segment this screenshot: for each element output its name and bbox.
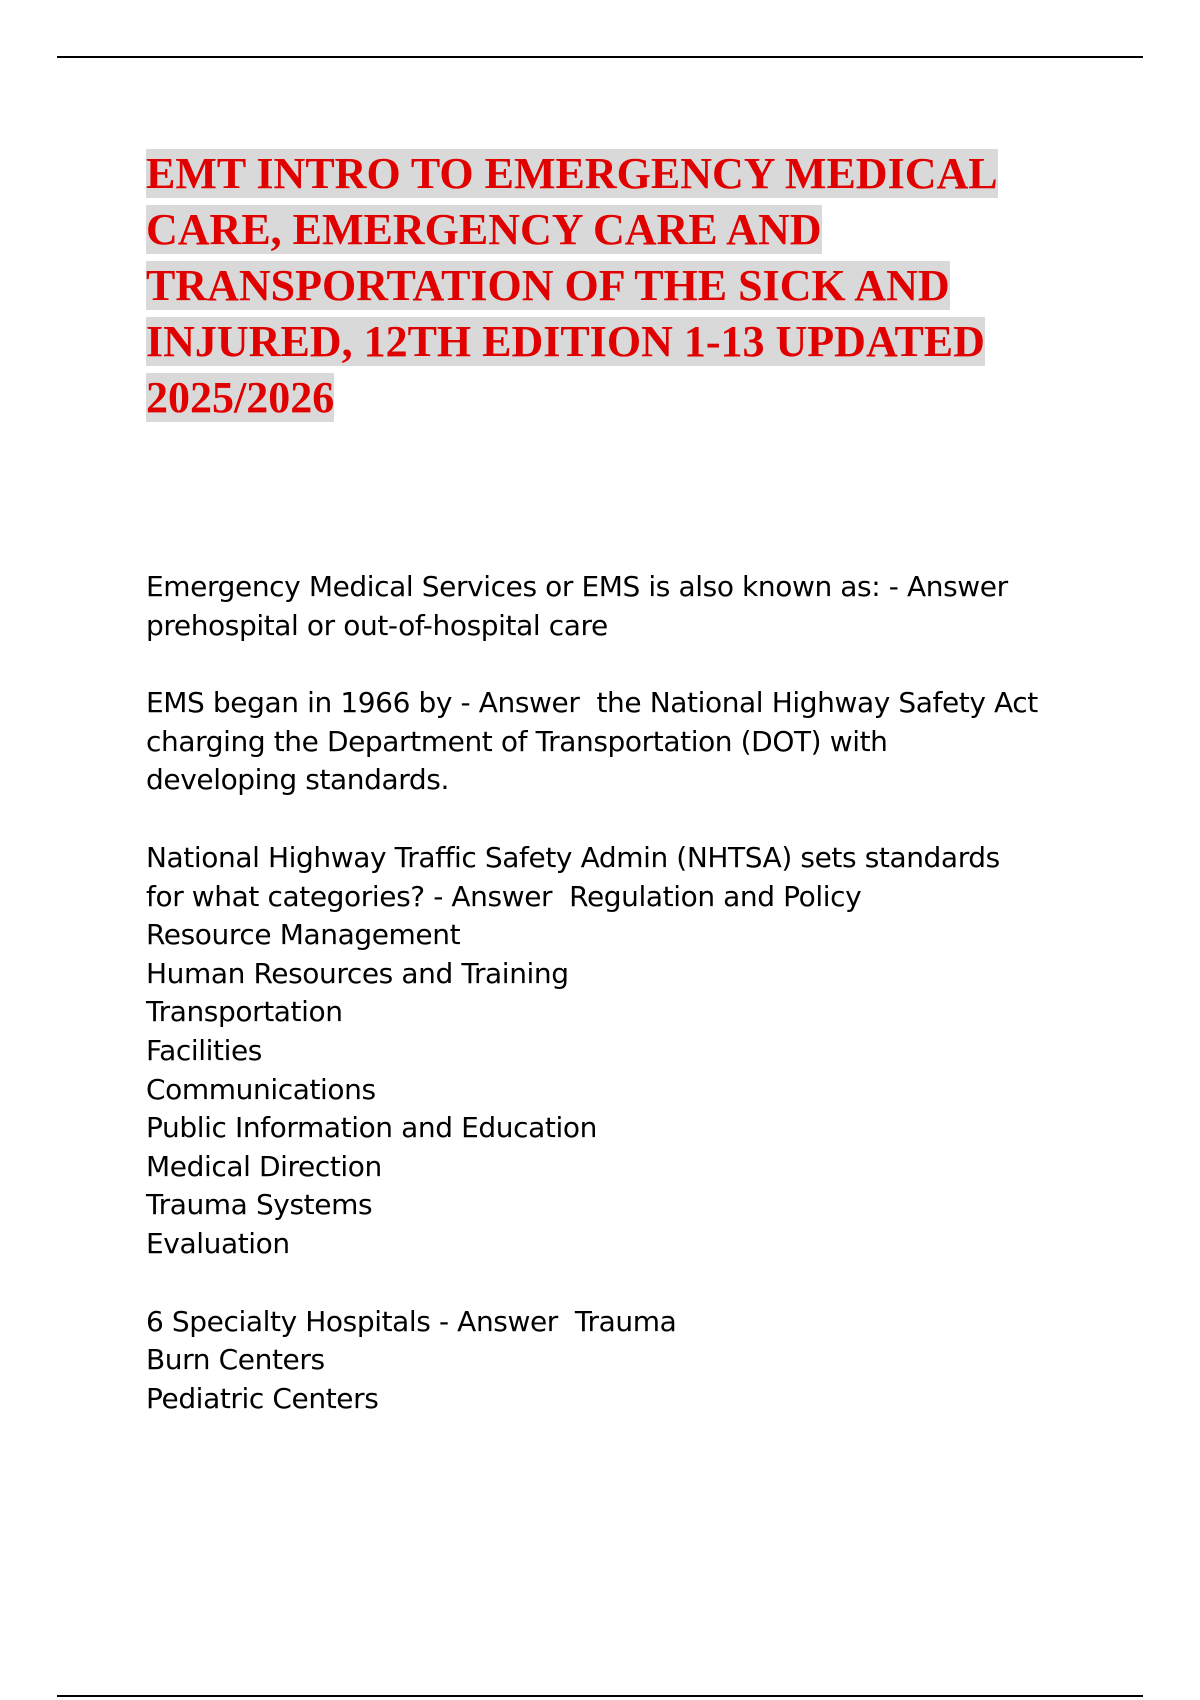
qa-line: Public Information and Education (146, 1111, 597, 1145)
qa-line: Trauma Systems (146, 1188, 373, 1222)
qa-line: for what categories? - Answer Regulation and Policy (146, 879, 862, 913)
qa-line: Facilities (146, 1033, 262, 1067)
qa-line: Burn Centers (146, 1343, 325, 1377)
document-title-block (146, 146, 1086, 426)
qa-entry-ems-known-as (146, 568, 1096, 645)
qa-entry-ems-began (146, 684, 1096, 800)
qa-line: Human Resources and Training (146, 956, 569, 990)
qa-line: Evaluation (146, 1226, 290, 1260)
qa-line: prehospital or out-of-hospital care (146, 608, 608, 642)
document-title-text: EMT INTRO TO EMERGENCY MEDICAL CARE, EMERGENCY CARE AND TRANSPORTATION OF THE SICK AND INJURED, 12TH EDITION 1-13 UPDATED 2025/2026 (146, 149, 998, 422)
qa-line: charging the Department of Transportation (DOT) with (146, 724, 888, 758)
qa-entry-nhtsa-categories (146, 839, 1096, 1264)
qa-line: Transportation (146, 995, 343, 1029)
qa-line: Pediatric Centers (146, 1381, 379, 1415)
qa-line: Medical Direction (146, 1149, 382, 1183)
header-rule (57, 56, 1143, 58)
qa-line: National Highway Traffic Safety Admin (NHTSA) sets standards (146, 840, 1000, 874)
qa-line: Emergency Medical Services or EMS is also known as: - Answer (146, 570, 1008, 603)
qa-entry-specialty-hospitals (146, 1303, 1096, 1419)
qa-line: Resource Management (146, 918, 461, 952)
qa-line: 6 Specialty Hospitals - Answer Trauma (146, 1304, 677, 1338)
footer-rule (57, 1695, 1143, 1697)
qa-list (146, 568, 1096, 1418)
qa-line: Communications (146, 1072, 376, 1106)
qa-line: developing standards. (146, 763, 449, 797)
qa-line: EMS began in 1966 by - Answer the National Highway Safety Act (146, 686, 1038, 720)
document-title (146, 146, 1086, 426)
